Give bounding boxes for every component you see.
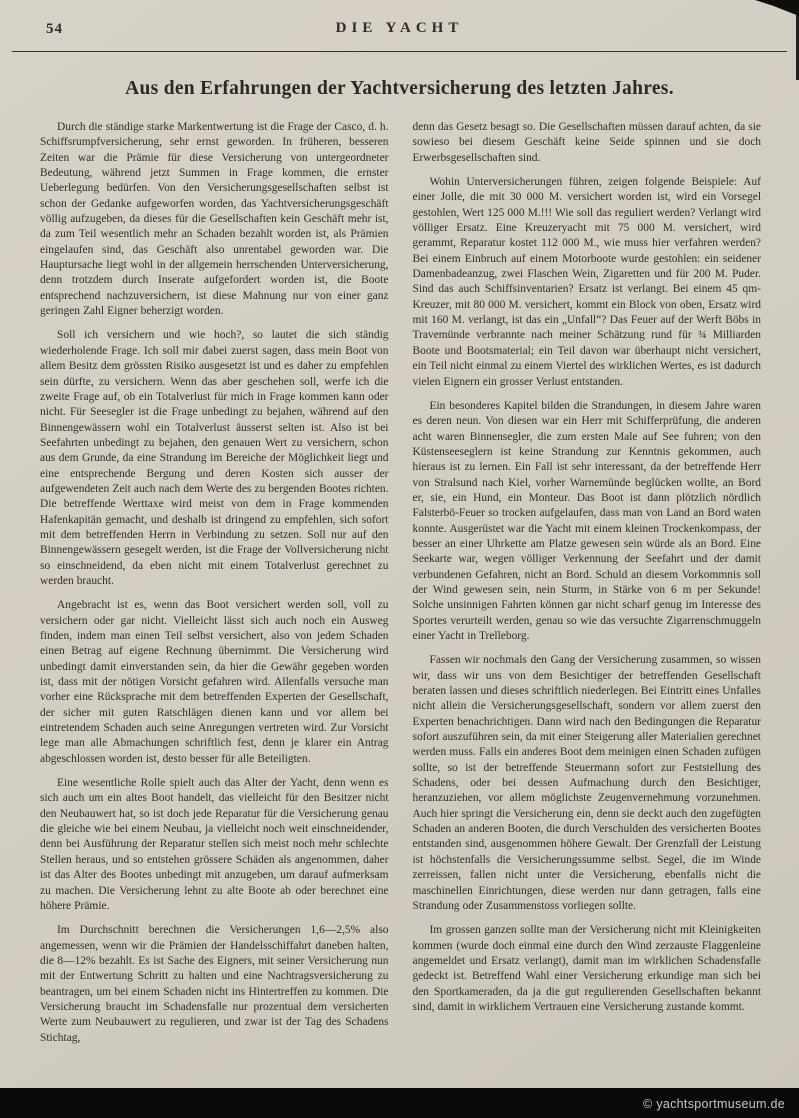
article-paragraph-continuation: denn das Gesetz besagt so. Die Gesellschaften müssen darauf achten, da sie sowieso bei diesem Geschäft keine Seide spinnen und sie doch Erwerbsgesellschaften sind. (412, 121, 761, 164)
article-paragraph: Durch die ständige starke Markentwertung ist die Frage der Casco, d. h. Schiffsrumpfversicherung, sehr ernst geworden. In früheren, besseren Zeiten war die Prämie für diese Versicherung von untergeordneter Bedeutung, während jetzt Summen in Frage kommen, die ernster Ueberlegung bedürfen. Von den Versicherungsgesellschaften selbst ist schon der Gedanke aufgeworfen worden, das Yachtversicherungsgeschäft völlig aufzugeben, da dieses für die Gesellschaften kein Geschäft mehr ist, da zum Teil wesentlich mehr an Schaden bezahlt worden ist, als Prämien eingelaufen sind, das Geschäft also unrentabel geworden war. Die Hauptursache liegt wohl in der allgemein herrschenden Unterversicherung, denn trotzdem durch Inserate aufgefordert worden ist, die Boote entsprechend nachzuversichern, ist diese Mahnung nur von einer ganz geringen Zahl Eigner beherzigt worden. (40, 121, 389, 318)
article-paragraph: Ein besonderes Kapitel bilden die Strandungen, in diesem Jahre waren es deren neun. Von diesen war ein Herr mit Schifferprüfung, die anderen acht waren Binnensegler, die zum ersten Male auf See fuhren; von den Küstenseeseglern ist keine Strandung zur Kenntnis gekommen, auch hieraus ist zu lernen. Ein Fall ist sehr interessant, da der betreffende Herr von Stralsund nach Kiel, vorher Warnemünde beglücken wollte, an Bord er, sie, ein Hund, ein Monteur. Das Boot ist dann plötzlich nördlich Falsterbö-Feuer so trocken aufgelaufen, dass man von Land an Bord waten konnte. Ausgerüstet war die Yacht mit einem kleinen Trockenkompass, der besser an einer Uhrkette am Platze gewesen sein würde als an Bord. Eine Seekarte war, wegen völliger Verkennung der Seefahrt und der damit verbundenen Gefahren, nicht an Bord. Schuld an diesem Vorkommnis soll der Wind gewesen sein, nein Sturm, in Stärke von 6 m per Sekunde! Solche unsinnigen Fahrten können gar nicht scharf genug im Interesse des Sportes verurteilt werden, genau so wie das versuchte Zigarrenschmuggeln einer Yacht in Trelleborg. (412, 399, 761, 642)
column-right (413, 120, 762, 1055)
article-paragraph: Im grossen ganzen sollte man der Versicherung nicht mit Kleinigkeiten kommen (wurde doch einmal eine durch den Wind zerzauste Flaggenleine angemeldet und Ersatz verlangt), damit man im wirklichen Schadensfalle gedeckt ist. Betreffend Wahl einer Versicherung erkundige man sich bei den Sportkameraden, da ja die gut regulierenden Gesellschaften bekannt sind, damit in wirklichem Vertrauen eine Versicherung zustande kommt. (412, 924, 761, 1013)
article-paragraph: Soll ich versichern und wie hoch?, so lautet die sich ständig wiederholende Frage. Ich soll mir dabei zuerst sagen, dass mein Boot von allem Besitz dem grössten Risiko ausgesetzt ist und es daher zu empfehlen sein dürfte, zu versichern. Wenn das aber geschehen soll, werfe ich die zweite Frage auf, ob ein Totalverlust für mich in Frage kommen kann oder nicht. Für Seesegler ist die Frage unbedingt zu bejahen, während auf den Binnengewässern wohl ein Totalverlust äusserst selten ist. Also ist bei Seefahrten unbedingt zu bejahen, den genauen Wert zu versichern, schon aus dem Grunde, da eine Strandung im Bereiche der Möglichkeit liegt und eine entsprechende Bergung und deren Kosten sich ausser der aufgewendeten Zeit auch nach dem Werte des zu bergenden Bootes richten. Die betreffende Werttaxe wird meist von dem in Frage kommenden Hafenkapitän gemacht, und deshalb ist dringend zu empfehlen, sich sofort mit dem betreffenden Herrn in Verbindung zu setzen. Soll nur auf den Binnengewässern gesegelt werden, ist die Frage der Vollversicherung nicht so einschneidend, da eben nicht mit einem Totalverlust gerechnet zu werden braucht. (40, 329, 389, 587)
watermark: © yachtsportmuseum.de (643, 1097, 785, 1111)
column-left (40, 120, 389, 1055)
article-paragraph: Fassen wir nochmals den Gang der Versicherung zusammen, so wissen wir, dass wir uns von dem Besichtiger der betreffenden Gesellschaft beraten lassen und dieses schriftlich niederlegen. Bei Eintritt eines Unfalles nicht allein die Versicherungsgesellschaft, sondern vor allem zuerst den Experten benachrichtigen. Dann wird nach den Bedingungen die Reparatur sofort auszuführen sein, da mit einer Steigerung aller Materialien gerechnet werden muss. Falls ein anderes Boot dem meinigen einen Schaden zufügen sollte, so ist der betreffende Steuermann sofort zur Feststellung des Schadens, oder bei dessen Aufmachung durch den Besichtiger, heranzuziehen, vor allem möglichste Zeugenvernehmung vorzunehmen. Auch hier springt die Versicherung ein, denn sie deckt auch den zugefügten Schaden an anderen Booten, die durch Verschulden des versicherten Bootes entstanden sind, ausgenommen höhere Gewalt. Der Grenzfall der Leistung ist höchstenfalls die Versicherungssumme selbst. Segel, die im Winde zerreissen, fallen nicht unter die Versicherung, ebenfalls nicht die maschinellen Einrichtungen, diese werden nur dann getragen, falls eine Strandung oder Zusammenstoss vorliegen sollte. (412, 654, 761, 912)
article-paragraph: Wohin Unterversicherungen führen, zeigen folgende Beispiele: Auf einer Jolle, die mit 30 000 M. versichert worden ist, wird ein Vorsegel gestohlen, Wert 125 000 M.!!! Wie soll das reguliert werden? Verlangt wird völliger Ersatz. Eine Kreuzeryacht mit 75 000 M. versichert, wird gerammt, Reparatur kostet 112 000 M., wie muss hier verfahren werden? Bei einem Einbruch auf einem Motorboote wurde gestohlen: ein seidener Damenbadeanzug, zwei Flaschen Wein, Zigaretten und für 200 M. Puder. Sind das auch Schiffsinventarien? Ersatz ist verlangt. Bei einem 45 qm-Kreuzer, mit 80 000 M. versichert, kommt ein Block von oben, Ersatz wird mit 160 M. verlangt, ist das ein „Unfall“? Das Feuer auf der Werft Böbs in Travemünde verbrannte nach meiner Schätzung rund für ¾ Milliarden Boote und Bootsmaterial; ein Teil davon war überhaupt nicht versichert, ein Teil nicht einmal zu einem Viertel des wirklichen Wertes, es ist dadurch vielen Eignern ein grosser Verlust entstanden. (412, 176, 761, 388)
page-number: 54 (46, 21, 63, 37)
article-paragraph: Im Durchschnitt berechnen die Versicherungen 1,6—2,5% also angemessen, wenn wir die Prämien der Handelsschiffahrt daneben halten, die 8—12% bezahlt. Es ist Sache des Eigners, mit seiner Versicherung nun mit der Entwertung Schritt zu halten und eine Nachtragsversicherung zu beantragen, um bei einem Schaden nicht ins Hintertreffen zu kommen. Die Versicherung braucht im Schadensfalle nur prozentual dem versicherten Werte zum Neubauwert zu regulieren, und zwar ist der Tag des Schadens Stichtag, (40, 924, 389, 1044)
masthead-title: DIE YACHT (335, 20, 464, 36)
header-rule-divider (12, 51, 787, 52)
article-paragraph: Eine wesentliche Rolle spielt auch das Alter der Yacht, denn wenn es sich auch um ein altes Boot handelt, das vielleicht für den Besitzer nicht den Neubauwert hat, so ist doch jede Reparatur für die Versicherung genau die gleiche wie bei einem Neubau, ja vielleicht noch weit einschneidender, denn bei Ausführung der Reparatur stellen sich meist noch mehr schlechte Stellen heraus, und so entstehen grössere Schäden als angenommen, daher ist das Alter des Bootes unbedingt mit anzugeben, um darauf aufmerksam zu machen. Die Versicherung lehnt zu alte Boote ab oder berechnet eine höhere Prämie. (40, 777, 389, 912)
article-title: Aus den Erfahrungen der Yachtversicherung des letzten Jahres. (125, 78, 674, 99)
article-body (0, 100, 799, 1055)
article-paragraph: Angebracht ist es, wenn das Boot versichert werden soll, voll zu versichern oder gar nicht. Vielleicht lässt sich auch noch ein Ausweg finden, indem man einen Teil selbst versichert, also von jedem Schaden einen Betrag auf eigene Rechnung übernimmt. Die Versicherung wird unbedingt damit einverstanden sein, da hier die Gewähr gegeben worden ist, dass mit der nötigen Vorsicht gefahren wird. Allenfalls versuche man vorher eine Rücksprache mit dem betreffenden Experten der Gesellschaft, der sicher mit guten Ratschlägen dienen kann und vor allem bei eintretendem Schaden auch seine Anregungen vertreten wird. Zur Vorsicht lege man alle Abmachungen schriftlich fest, denn je klarer ein Antrag abgeschlossen worden ist, desto besser für alle Beteiligten. (40, 599, 389, 765)
page-header (0, 0, 799, 44)
